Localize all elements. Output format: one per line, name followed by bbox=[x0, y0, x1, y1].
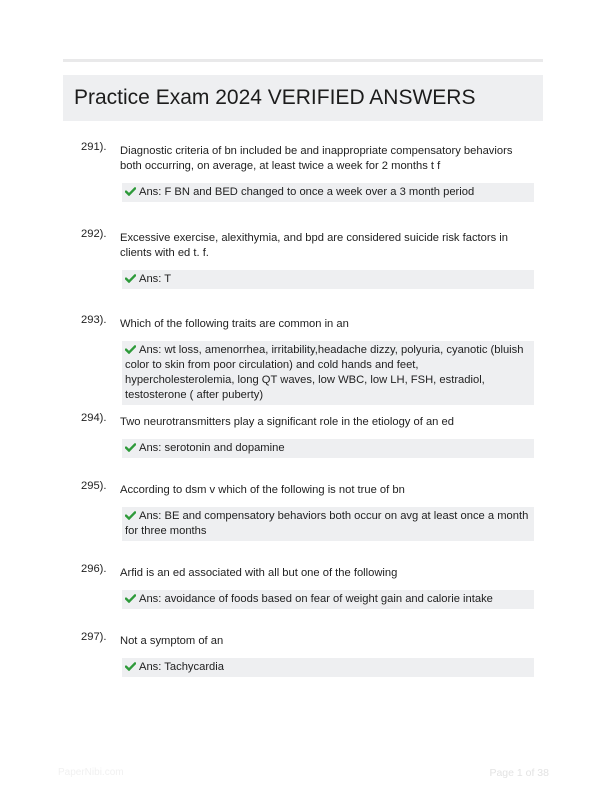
answer-box bbox=[122, 507, 534, 541]
question-text: Not a symptom of an bbox=[120, 635, 224, 647]
answer-text: Ans: avoidance of foods based on fear of weight gain and calorie intake bbox=[139, 593, 493, 605]
check-icon bbox=[125, 274, 136, 283]
question-number: 294). bbox=[81, 412, 107, 424]
question-text: Which of the following traits are common in an bbox=[120, 318, 349, 330]
question-number: 293). bbox=[81, 314, 107, 326]
question-item bbox=[0, 227, 606, 313]
question-text: Excessive exercise, alexithymia, and bpd are considered suicide risk factors in clients with ed t. f. bbox=[120, 232, 509, 259]
question-number: 291). bbox=[81, 141, 107, 153]
check-icon bbox=[125, 345, 136, 354]
question-text: Diagnostic criteria of bn included be and inappropriate compensatory behaviors both occurring, on average, at least twice a week for 2 months t f bbox=[120, 145, 513, 172]
answer-box bbox=[122, 341, 534, 405]
question-number: 296). bbox=[81, 563, 107, 575]
question-list bbox=[0, 140, 606, 690]
question-number: 297). bbox=[81, 631, 107, 643]
answer-text: Ans: serotonin and dopamine bbox=[139, 442, 285, 454]
answer-box bbox=[122, 590, 534, 609]
question-item bbox=[0, 313, 606, 411]
question-item bbox=[0, 411, 606, 479]
question-item bbox=[0, 630, 606, 690]
question-number: 295). bbox=[81, 480, 107, 492]
question-item bbox=[0, 479, 606, 562]
answer-box bbox=[122, 183, 534, 202]
question-item bbox=[0, 562, 606, 630]
top-divider bbox=[63, 59, 543, 62]
answer-box bbox=[122, 658, 534, 677]
check-icon bbox=[125, 187, 136, 196]
answer-text: Ans: Tachycardia bbox=[139, 661, 224, 673]
answer-text: Ans: wt loss, amenorrhea, irritability,headache dizzy, polyuria, cyanotic (bluish color to skin from poor circulation) and cold hands and feet, hypercholesterolemia, long QT waves, low WBC, low LH, FSH, estradiol, testosterone ( after puberty) bbox=[125, 344, 524, 401]
check-icon bbox=[125, 662, 136, 671]
check-icon bbox=[125, 511, 136, 520]
check-icon bbox=[125, 594, 136, 603]
answer-text: Ans: F BN and BED changed to once a week over a 3 month period bbox=[139, 186, 475, 198]
question-text: Arfid is an ed associated with all but one of the following bbox=[120, 567, 398, 579]
title-bar bbox=[63, 75, 543, 121]
question-text: Two neurotransmitters play a significant role in the etiology of an ed bbox=[120, 416, 454, 428]
page-indicator: Page 1 of 38 bbox=[489, 767, 549, 779]
answer-text: Ans: T bbox=[139, 273, 172, 285]
watermark-text: PaperNibi.com bbox=[58, 767, 124, 778]
page-title: Practice Exam 2024 VERIFIED ANSWERS bbox=[74, 86, 476, 109]
question-item bbox=[0, 140, 606, 227]
question-text: According to dsm v which of the following is not true of bn bbox=[120, 484, 405, 496]
answer-text: Ans: BE and compensatory behaviors both occur on avg at least once a month for three months bbox=[125, 510, 529, 537]
answer-box bbox=[122, 439, 534, 458]
question-number: 292). bbox=[81, 228, 107, 240]
answer-box bbox=[122, 270, 534, 289]
check-icon bbox=[125, 443, 136, 452]
